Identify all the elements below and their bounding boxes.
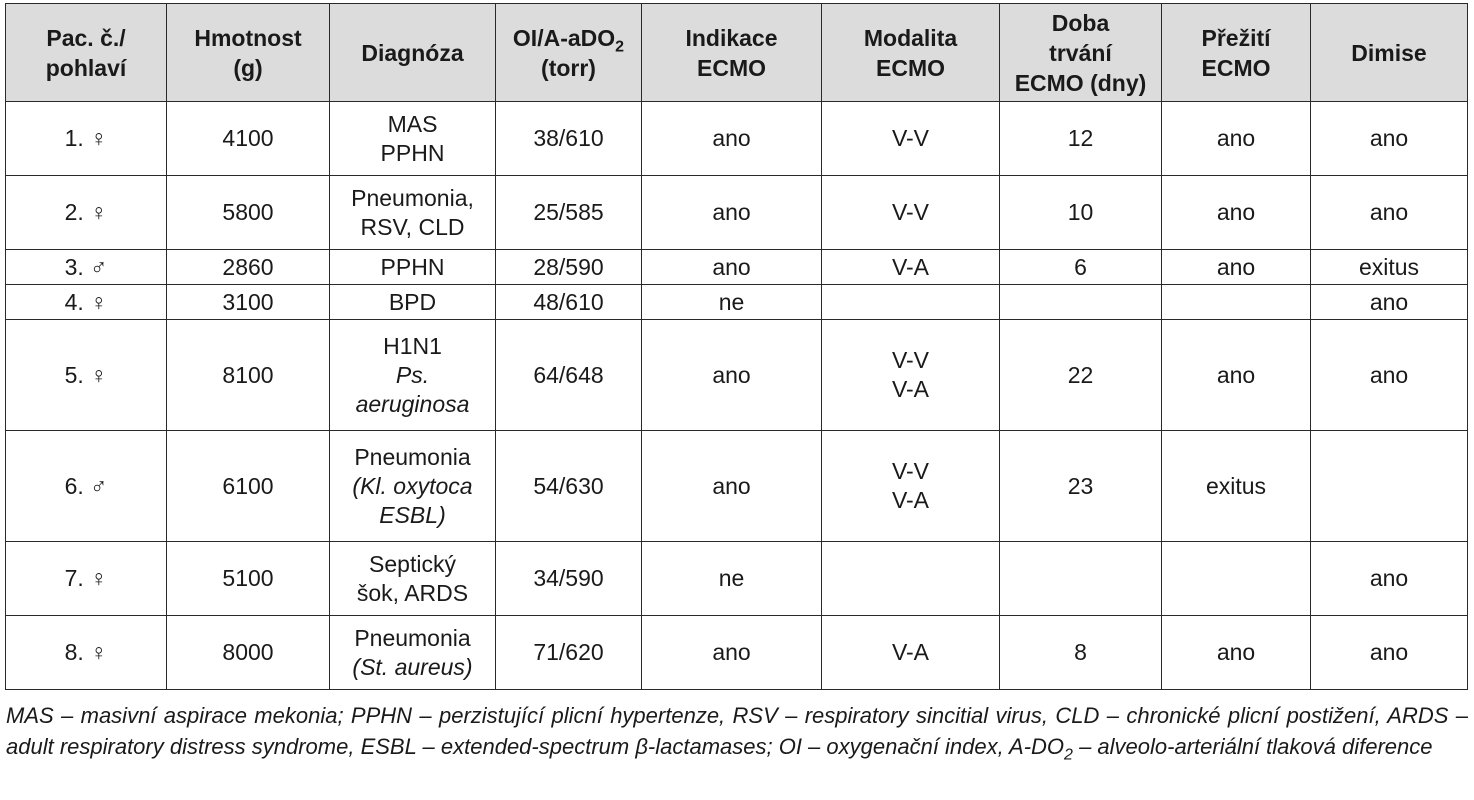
header-line: pohlaví [45, 54, 127, 81]
cell-weight: 8100 [167, 320, 330, 431]
cell-weight: 5100 [167, 542, 330, 616]
patient-table [5, 3, 1468, 690]
cell-oi: 54/630 [496, 431, 642, 542]
header-oi-unit: (torr) [541, 54, 596, 81]
cell-patient: 4. ♀ [6, 285, 167, 320]
header-line: Doba [1051, 9, 1110, 36]
header-line: Indikace [685, 24, 778, 51]
header-line: Dimise [1351, 39, 1427, 66]
header-line: Hmotnost [194, 24, 302, 51]
cell-discharge: ano [1311, 542, 1468, 616]
cell-weight: 5800 [167, 176, 330, 250]
table-row [6, 102, 1468, 176]
cell-patient: 6. ♂ [6, 431, 167, 542]
header-line: Pac. č./ [46, 24, 126, 51]
header-patient [6, 4, 167, 102]
cell-discharge: ano [1311, 102, 1468, 176]
cell-oi: 25/585 [496, 176, 642, 250]
cell-oi: 38/610 [496, 102, 642, 176]
cell-line: (St. aureus) [352, 653, 473, 680]
cell-oi: 28/590 [496, 250, 642, 285]
cell-line: V-A [891, 487, 930, 513]
cell-line: PPHN [380, 139, 445, 166]
header-line: trvání [1049, 39, 1112, 66]
cell-oi: 48/610 [496, 285, 642, 320]
cell-duration: 12 [1000, 102, 1162, 176]
cell-modality [822, 542, 1000, 616]
cell-diagnosis [330, 285, 496, 320]
cell-weight: 2860 [167, 250, 330, 285]
footnote [6, 700, 1468, 762]
cell-survival: ano [1162, 616, 1311, 690]
cell-line: H1N1 [383, 332, 442, 359]
cell-modality [822, 320, 1000, 431]
cell-duration: 22 [1000, 320, 1162, 431]
cell-line: V-A [891, 639, 930, 665]
cell-line: BPD [388, 288, 437, 315]
cell-indication: ne [642, 542, 822, 616]
cell-line: šok, ARDS [356, 579, 469, 606]
header-duration [1000, 4, 1162, 102]
cell-line: V-V [891, 458, 930, 484]
cell-oi: 34/590 [496, 542, 642, 616]
cell-patient: 2. ♀ [6, 176, 167, 250]
cell-survival: ano [1162, 320, 1311, 431]
cell-indication: ne [642, 285, 822, 320]
header-indication [642, 4, 822, 102]
cell-discharge: ano [1311, 616, 1468, 690]
cell-duration [1000, 285, 1162, 320]
header-row [6, 4, 1468, 102]
cell-line: Septický [369, 550, 456, 577]
header-line: (g) [233, 54, 263, 81]
header-line: ECMO (dny) [1014, 69, 1147, 96]
cell-line: Pneumonia, [351, 184, 474, 211]
cell-diagnosis [330, 431, 496, 542]
cell-patient: 8. ♀ [6, 616, 167, 690]
cell-line: Pneumonia [354, 624, 471, 651]
cell-diagnosis [330, 542, 496, 616]
header-discharge [1311, 4, 1468, 102]
header-weight [167, 4, 330, 102]
header-line: Diagnóza [361, 39, 464, 66]
cell-diagnosis [330, 250, 496, 285]
cell-diagnosis [330, 102, 496, 176]
cell-patient: 1. ♀ [6, 102, 167, 176]
cell-line: aeruginosa [355, 390, 470, 417]
cell-indication: ano [642, 320, 822, 431]
cell-indication: ano [642, 616, 822, 690]
cell-diagnosis [330, 616, 496, 690]
cell-patient: 7. ♀ [6, 542, 167, 616]
header-survival [1162, 4, 1311, 102]
header-diagnosis [330, 4, 496, 102]
cell-line: Ps. [395, 361, 430, 388]
table-row [6, 250, 1468, 285]
cell-modality [822, 431, 1000, 542]
cell-duration: 10 [1000, 176, 1162, 250]
cell-modality [822, 285, 1000, 320]
header-line: ECMO [697, 54, 766, 81]
cell-line: PPHN [380, 253, 445, 280]
header-modality [822, 4, 1000, 102]
cell-modality [822, 176, 1000, 250]
header-oi-sub: 2 [615, 38, 625, 56]
cell-line: (Kl. oxytoca [352, 472, 473, 499]
header-oi-main: OI/A-aDO [512, 24, 616, 51]
cell-diagnosis [330, 320, 496, 431]
cell-patient: 3. ♂ [6, 250, 167, 285]
cell-weight: 6100 [167, 431, 330, 542]
cell-indication: ano [642, 102, 822, 176]
cell-duration: 23 [1000, 431, 1162, 542]
cell-line: RSV, CLD [360, 213, 465, 240]
footnote-sub: 2 [1064, 746, 1073, 764]
table-row [6, 616, 1468, 690]
cell-line: V-V [891, 347, 930, 373]
cell-duration: 8 [1000, 616, 1162, 690]
header-line: Modalita [863, 24, 958, 51]
table-row [6, 320, 1468, 431]
cell-oi: 71/620 [496, 616, 642, 690]
cell-patient: 5. ♀ [6, 320, 167, 431]
cell-discharge: exitus [1311, 250, 1468, 285]
cell-discharge: ano [1311, 176, 1468, 250]
cell-line: Pneumonia [354, 443, 471, 470]
cell-survival: ano [1162, 102, 1311, 176]
cell-line: ESBL) [379, 501, 446, 528]
cell-duration: 6 [1000, 250, 1162, 285]
table-row [6, 431, 1468, 542]
cell-discharge: ano [1311, 320, 1468, 431]
cell-weight: 4100 [167, 102, 330, 176]
cell-duration [1000, 542, 1162, 616]
cell-line: V-V [891, 125, 930, 151]
cell-discharge: ano [1311, 285, 1468, 320]
cell-indication: ano [642, 250, 822, 285]
cell-survival [1162, 285, 1311, 320]
cell-oi: 64/648 [496, 320, 642, 431]
header-line: Přežití [1201, 24, 1271, 51]
footnote-tail: – alveolo-arteriální tlaková diference [1072, 734, 1433, 759]
footnote-text: MAS – masivní aspirace mekonia; PPHN – perzistující plicní hypertenze, RSV – respiratory sincitial virus, CLD – chronické plicní postižení, ARDS – adult respiratory distress syndrome, ESBL – extended-spectrum β-lactamases; OI – oxygenační index, A-DO [6, 703, 1468, 759]
cell-survival [1162, 542, 1311, 616]
cell-survival: ano [1162, 250, 1311, 285]
header-line: ECMO [1201, 54, 1271, 81]
cell-line: V-V [891, 199, 930, 225]
cell-line: V-A [891, 253, 930, 280]
cell-indication: ano [642, 176, 822, 250]
cell-line: V-A [891, 376, 930, 402]
cell-modality [822, 616, 1000, 690]
cell-modality [822, 102, 1000, 176]
header-oi [496, 4, 642, 102]
table-row [6, 176, 1468, 250]
cell-weight: 3100 [167, 285, 330, 320]
cell-survival: ano [1162, 176, 1311, 250]
cell-survival: exitus [1162, 431, 1311, 542]
header-line: ECMO [876, 54, 945, 81]
cell-discharge [1311, 431, 1468, 542]
cell-line: MAS [387, 110, 438, 137]
cell-diagnosis [330, 176, 496, 250]
table-row [6, 285, 1468, 320]
table-body [6, 102, 1468, 690]
cell-weight: 8000 [167, 616, 330, 690]
table-row [6, 542, 1468, 616]
cell-indication: ano [642, 431, 822, 542]
cell-modality [822, 250, 1000, 285]
